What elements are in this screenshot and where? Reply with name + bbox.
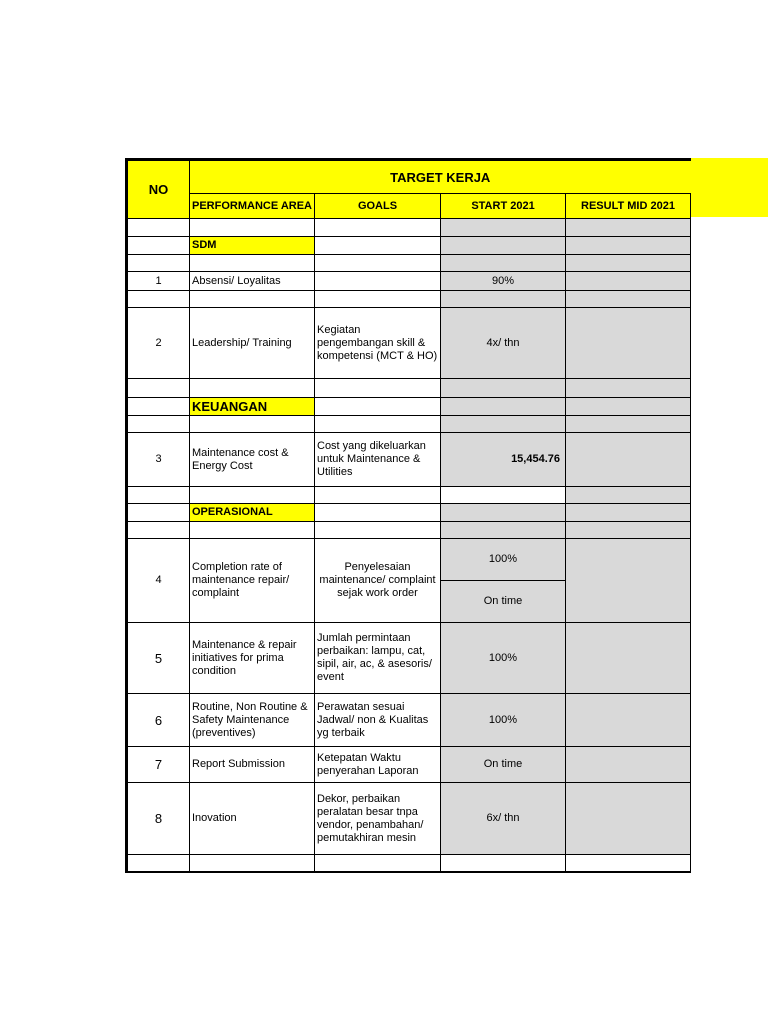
- target-kerja-table: [125, 158, 691, 873]
- row-no: 5: [127, 623, 190, 694]
- row-area: Leadership/ Training: [190, 308, 315, 379]
- table-row: [127, 272, 691, 291]
- row-goals: Kegiatan pengembangan skill & kompetensi (MCT & HO): [315, 308, 441, 379]
- row-result: [566, 272, 691, 291]
- row-goals: Cost yang dikeluarkan untuk Maintenance & Utilities: [315, 433, 441, 487]
- header-no: NO: [127, 160, 190, 219]
- row-start: 100%: [441, 694, 566, 747]
- row-result: [566, 308, 691, 379]
- row-result: [566, 623, 691, 694]
- row-no: 7: [127, 747, 190, 783]
- row-start: 100%: [441, 539, 566, 581]
- row-area: Completion rate of maintenance repair/ complaint: [190, 539, 315, 623]
- row-result: [566, 433, 691, 487]
- section-sdm: SDM: [190, 237, 315, 255]
- row-no: 8: [127, 783, 190, 855]
- header-performance-area: PERFORMANCE AREA: [190, 194, 315, 219]
- header-target-kerja: TARGET KERJA: [190, 160, 691, 194]
- header-start-2021: START 2021: [441, 194, 566, 219]
- row-result: [566, 747, 691, 783]
- row-start: 15,454.76: [441, 433, 566, 487]
- row-goals: [315, 272, 441, 291]
- row-goals: Dekor, perbaikan peralatan besar tnpa vendor, penambahan/ pemutakhiran mesin: [315, 783, 441, 855]
- table-row: [127, 783, 691, 855]
- row-result: [566, 783, 691, 855]
- row-no: 4: [127, 539, 190, 623]
- row-area: Inovation: [190, 783, 315, 855]
- row-no: 2: [127, 308, 190, 379]
- row-no: 1: [127, 272, 190, 291]
- row-area: Routine, Non Routine & Safety Maintenance (preventives): [190, 694, 315, 747]
- row-result: [566, 539, 691, 623]
- row-start: 100%: [441, 623, 566, 694]
- row-result: [566, 694, 691, 747]
- row-area: Maintenance cost & Energy Cost: [190, 433, 315, 487]
- table-row: [127, 308, 691, 379]
- header-goals: GOALS: [315, 194, 441, 219]
- section-keuangan: KEUANGAN: [190, 398, 315, 416]
- table-row: [127, 539, 691, 581]
- kpi-sheet: [125, 158, 691, 873]
- row-goals: Ketepatan Waktu penyerahan Laporan: [315, 747, 441, 783]
- table-row: [127, 747, 691, 783]
- row-start: 90%: [441, 272, 566, 291]
- row-goals: Penyelesaian maintenance/ complaint sejak work order: [315, 539, 441, 623]
- row-area: Maintenance & repair initiatives for prima condition: [190, 623, 315, 694]
- header-highlight-extension: [690, 158, 768, 217]
- row-start: 6x/ thn: [441, 783, 566, 855]
- row-no: 3: [127, 433, 190, 487]
- row-area: Absensi/ Loyalitas: [190, 272, 315, 291]
- row-goals: Jumlah permintaan perbaikan: lampu, cat, sipil, air, ac, & asesoris/ event: [315, 623, 441, 694]
- table-row: [127, 623, 691, 694]
- row-no: 6: [127, 694, 190, 747]
- row-start-secondary: On time: [441, 581, 566, 623]
- table-row: [127, 694, 691, 747]
- section-operasional: OPERASIONAL: [190, 504, 315, 522]
- row-start: 4x/ thn: [441, 308, 566, 379]
- header-result-mid-2021: RESULT MID 2021: [566, 194, 691, 219]
- row-area: Report Submission: [190, 747, 315, 783]
- table-row: [127, 433, 691, 487]
- row-goals: Perawatan sesuai Jadwal/ non & Kualitas yg terbaik: [315, 694, 441, 747]
- row-start: On time: [441, 747, 566, 783]
